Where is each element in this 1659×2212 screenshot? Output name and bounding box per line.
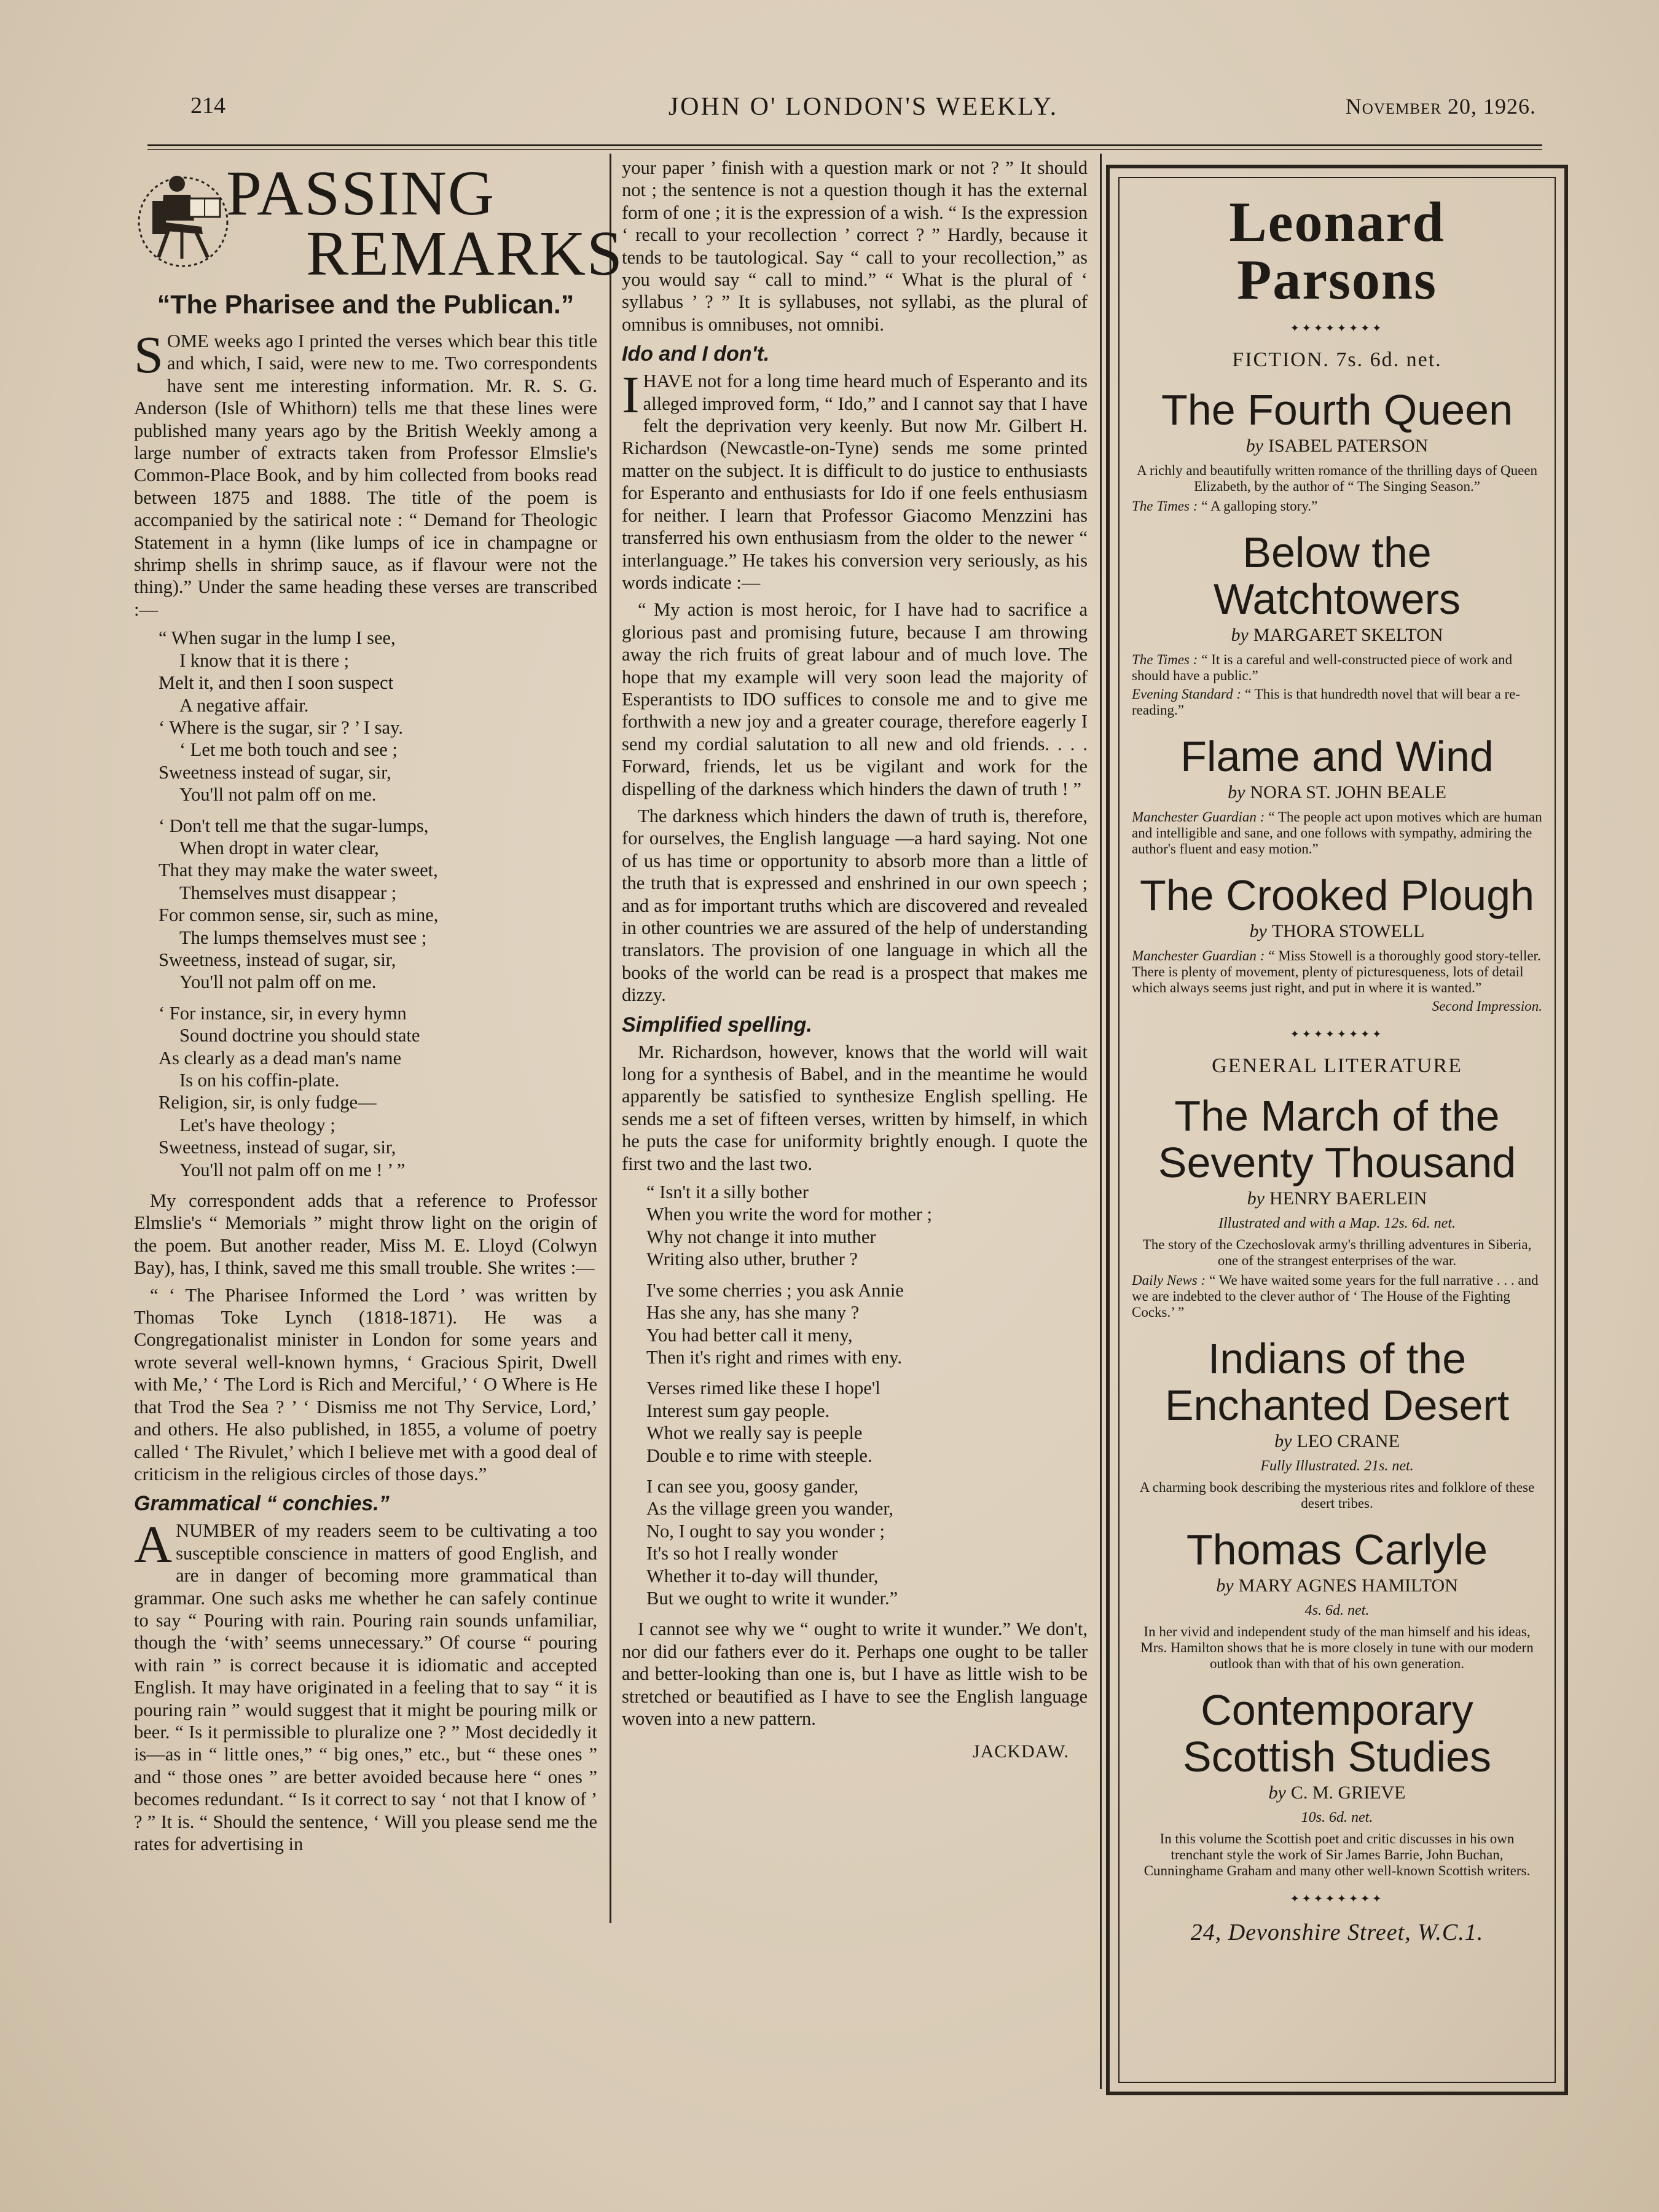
book-author: MARY AGNES HAMILTON: [1238, 1575, 1458, 1596]
general-list: [1122, 1092, 1552, 1879]
masthead-remarks: REMARKS: [306, 218, 624, 289]
poem-line: When you write the word for mother ;: [646, 1204, 932, 1225]
by-label: by: [1268, 1783, 1286, 1803]
poem: [646, 1181, 1088, 1609]
poem-line: “ When sugar in the lump I see,: [159, 627, 396, 649]
poem-line: Sweetness, instead of sugar, sir,: [159, 949, 396, 970]
publisher-address: 24, Devonshire Street, W.C.1.: [1190, 1920, 1484, 1945]
book-title: Indians of the Enchanted Desert: [1164, 1335, 1510, 1429]
book-description: The story of the Czechoslovak army's thrilling adventures in Siberia, one of the strangest enterprises of the war.: [1142, 1237, 1532, 1268]
book-entry: [1122, 1335, 1552, 1512]
ornament: ✦✦✦✦✦✦✦✦: [1290, 322, 1384, 334]
paragraph: your paper ’ finish with a question mark or not ? ” It should not ; the sentence is not a question though it has the external form of one ; it is the expression of a wish. “ Is the expression ‘ recall to your recollection ’ correct ? ” Hardly, because it tends to be tautological. Say “ call to your recollection,” as you would say “ call to mind.” “ What is the plural of ‘ syllabus ’ ? ” It is syllabuses, not syllabi, as the plural of omnibus is omnibuses, not omnibi.: [622, 157, 1088, 335]
book-author: NORA ST. JOHN BEALE: [1250, 782, 1446, 802]
book-entry: [1122, 1687, 1552, 1879]
fiction-list: [1122, 386, 1552, 1014]
ad-content: [1122, 190, 1552, 1946]
paragraph: ANUMBER of my readers seem to be cultivating a too susceptible conscience in matters of good English, and are in danger of becoming more grammatical than grammar. One such asks me whether he can safely continue to say “ Pouring with rain. Pouring rain sounds unfamiliar, though the ‘with’ seems unnecessary.” Of course “ pouring with rain ” is correct because it is idiomatic and accepted English. It may have originated in a feeling that to say “ it is pouring rain ” would suggest that it might be pouring milk or beer. “ Is it permissible to pluralize one ? ” Most decidedly it is—as in “ little ones,” “ big ones,” etc., but “ these ones ” and “ those ones ” are better avoided because here “ ones ” becomes redundant. “ Is it correct to say ‘ not that I know of ’ ? ” It is. “ Should the sentence, ‘ Will you please send me the rates for advertising in: [134, 1515, 597, 1854]
book-entry: [1122, 386, 1552, 514]
column-one: [134, 157, 624, 1860]
general-literature-label: GENERAL LITERATURE: [1212, 1054, 1462, 1077]
book-description: In this volume the Scottish poet and critic discusses in his own trenchant style the work of Sir James Barrie, John Buchan, Cunninghame Graham and many other well-known Scottish writers.: [1143, 1831, 1531, 1878]
column-divider: [1100, 154, 1102, 2089]
book-entry: [1122, 733, 1552, 857]
poem-line: ‘ Let me both touch and see ;: [179, 739, 398, 761]
book-author: C. M. GRIEVE: [1290, 1783, 1406, 1803]
poem-line: You'll not palm off on me ! ’ ”: [179, 1159, 406, 1180]
poem-line: Let's have theology ;: [179, 1114, 335, 1135]
reader-in-chair-icon: [134, 165, 232, 270]
book-title: Below the Watchtowers: [1214, 528, 1461, 623]
by-label: by: [1247, 1188, 1265, 1209]
poem-line: “ Isn't it a silly bother: [646, 1182, 809, 1203]
poem-line: Whot we really say is peeple: [646, 1422, 863, 1444]
publisher-name: Leonard Parsons: [1229, 190, 1445, 311]
poem-line: Themselves must disappear ;: [179, 882, 397, 903]
poem-line: It's so hot I really wonder: [646, 1543, 838, 1564]
by-label: by: [1228, 782, 1245, 802]
book-title: The Fourth Queen: [1161, 386, 1513, 434]
press-review: [1132, 948, 1542, 996]
paragraph: Mr. Richardson, however, knows that the world will wait long for a synthesis of Babel, and in the meantime he would apparently be satisfied to synthesize English spelling. He sends me a set of fifteen verses, written by himself, in which he puts the case for uniformity brightly enough. I quote the first two and the last two.: [622, 1041, 1088, 1174]
book-description: In her vivid and independent study of the man himself and his ideas, Mrs. Hamilton shows that he is more closely in tune with our modern outlook than with that of his own generation.: [1140, 1624, 1534, 1671]
poem-line: Is on his coffin-plate.: [179, 1070, 340, 1091]
poem-stanza: [646, 1475, 1088, 1609]
poem-line: You had better call it meny,: [646, 1324, 853, 1346]
book-price: Illustrated and with a Map. 12s. 6d. net.: [1218, 1215, 1456, 1231]
book-author-line: [1122, 1575, 1552, 1596]
quoted-paragraph: “ My action is most heroic, for I have had to sacrifice a glorious past and promising future, because I am throwing away the rich fruits of great labour and of much love. The hope that my example will very soon lead the majority of Esperantists to IDO suffices to console me and to give me forthwith a new joy and a greater courage, therefore eagerly I send my cordial salutation to all new and old friends. . . . Forward, friends, let us be vigilant and work for the dispelling of the darkness which hinders the dawn of truth ! ”: [622, 599, 1088, 799]
poem-line: You'll not palm off on me.: [179, 784, 377, 806]
section-heading: Grammatical “ conchies.”: [134, 1492, 390, 1516]
by-label: by: [1249, 921, 1267, 941]
book-author: LEO CRANE: [1296, 1431, 1400, 1451]
book-price: Fully Illustrated. 21s. net.: [1260, 1458, 1414, 1474]
book-description: A charming book describing the mysterious rites and folklore of these desert tribes.: [1139, 1480, 1535, 1511]
poem-line: As the village green you wander,: [646, 1498, 893, 1520]
poem-stanza: [646, 1279, 1088, 1369]
poem-stanza: [646, 1377, 1088, 1467]
page-number: 214: [190, 93, 226, 119]
poem-line: Has she any, has she many ?: [646, 1302, 860, 1324]
book-entry: [1122, 1526, 1552, 1672]
column-two: [622, 157, 1088, 1763]
press-review: [1132, 1273, 1542, 1320]
poem-line: That they may make the water sweet,: [159, 860, 438, 881]
book-description: A richly and beautifully written romance of the thrilling days of Queen Elizabeth, by the author of “ The Singing Season.”: [1136, 463, 1538, 494]
poem-line: ‘ Don't tell me that the sugar-lumps,: [159, 815, 429, 836]
press-review: [1132, 809, 1542, 857]
running-header: [190, 92, 1536, 135]
book-entry: [1122, 1092, 1552, 1320]
poem-line: Why not change it into muther: [646, 1226, 876, 1247]
book-author: MARGARET SKELTON: [1253, 625, 1443, 645]
ornament: ✦✦✦✦✦✦✦✦: [1290, 1892, 1384, 1905]
header-rule: [147, 144, 1542, 146]
paragraph: My correspondent adds that a reference to Professor Elmslie's “ Memorials ” might throw light on the origin of the poem. But another reader, Miss M. E. Lloyd (Colwyn Bay), has, I think, saved me this small trouble. She writes :—: [134, 1190, 597, 1279]
book-entry: [1122, 529, 1552, 718]
publication-title: JOHN O' LONDON'S WEEKLY.: [668, 93, 1059, 121]
poem-line: Verses rimed like these I hope'l: [646, 1378, 880, 1399]
review-source: The Times :: [1132, 652, 1198, 667]
review-text: “ It is a careful and well-constructed piece of work and should have a public.”: [1132, 652, 1513, 683]
poem-line: ‘ For instance, sir, in every hymn: [159, 1002, 407, 1024]
press-review: [1132, 498, 1542, 514]
passing-remarks-masthead: [134, 157, 624, 289]
poem-line: Double e to rime with steeple.: [646, 1445, 873, 1466]
poem: [159, 627, 597, 1181]
review-text: “ Miss Stowell is a thoroughly good story-teller. There is plenty of movement, plenty of picturesqueness, lots of detail which always seems just right, and put in where it is wanted.”: [1132, 948, 1541, 995]
poem-line: ‘ Where is the sugar, sir ? ’ I say.: [159, 716, 403, 738]
poem-line: When dropt in water clear,: [179, 837, 379, 858]
paragraph: SOME weeks ago I printed the verses which bear this title and which, I said, were new to me. Two correspondents have sent me interesting information. Mr. R. S. G. Anderson (Isle of Whithorn) tells me that these lines were published many years ago by the British Weekly among a large number of extracts taken from Professor Elmslie's Common-Place Book, and by him collected from books read between 1875 and 1888. The title of the poem is accompanied by the satirical note : “ Demand for Theologic Statement in a hymn (like lumps of ice in champagne or shrimp shells in shrimp sauce, as if flavour were not the thing).” Under the same heading these verses are transcribed :—: [134, 325, 597, 620]
review-text: “ A galloping story.”: [1201, 498, 1318, 514]
book-author-line: [1122, 782, 1552, 803]
poem-stanza: [646, 1181, 1088, 1271]
poem-stanza: [159, 627, 597, 806]
impression-note: Second Impression.: [1432, 998, 1542, 1014]
book-author-line: [1122, 921, 1552, 942]
header-rule-thin: [147, 149, 1542, 150]
publisher-advertisement: [1106, 165, 1568, 2095]
poem-line: For common sense, sir, such as mine,: [159, 904, 439, 926]
section-subhead: “The Pharisee and the Publican.”: [157, 290, 575, 320]
review-source: Daily News :: [1132, 1273, 1206, 1288]
book-author-line: [1122, 1431, 1552, 1452]
poem-line: Then it's right and rimes with eny.: [646, 1346, 903, 1368]
book-author: HENRY BAERLEIN: [1269, 1188, 1427, 1209]
issue-date: November 20, 1926.: [1345, 94, 1536, 119]
book-author-line: [1122, 1783, 1552, 1803]
by-label: by: [1245, 436, 1263, 456]
poem-stanza: [159, 815, 597, 994]
poem-line: Whether it to-day will thunder,: [646, 1565, 879, 1586]
poem-line: Melt it, and then I soon suspect: [159, 672, 394, 694]
poem-line: Sweetness, instead of sugar, sir,: [159, 1137, 396, 1158]
ornament: ✦✦✦✦✦✦✦✦: [1290, 1028, 1384, 1040]
review-text: “ This is that hundredth novel that will bear a re-reading.”: [1132, 686, 1520, 718]
paragraph: The darkness which hinders the dawn of truth is, therefore, for ourselves, the English language —a hard saying. Not one of us has time or opportunity to absorb more than a little of the truth that is expressed and enshrined in our own speech ; and as for important truths which are discovered and revealed in other countries we are assured of the help of understanding translators. The provision of one language in which all the books of the world can be read is a prospect that makes me dizzy.: [622, 805, 1088, 1006]
press-review: [1132, 652, 1542, 684]
book-author-line: [1122, 1188, 1552, 1209]
review-source: The Times :: [1132, 498, 1198, 514]
book-price: 10s. 6d. net.: [1301, 1810, 1373, 1826]
poem-line: Sound doctrine you should state: [179, 1025, 420, 1046]
masthead-passing: PASSING: [226, 158, 495, 229]
by-label: by: [1231, 625, 1249, 645]
book-entry: [1122, 872, 1552, 1014]
poem-line: Religion, sir, is only fudge—: [159, 1092, 377, 1113]
poem-line: As clearly as a dead man's name: [159, 1047, 402, 1069]
by-label: by: [1274, 1431, 1292, 1451]
by-label: by: [1216, 1575, 1234, 1596]
poem-stanza: [159, 1002, 597, 1181]
section-heading: Ido and I don't.: [622, 342, 770, 366]
book-title: The March of the Seventy Thousand: [1158, 1092, 1516, 1186]
section-heading: Simplified spelling.: [622, 1013, 812, 1037]
poem-line: Writing also uther, bruther ?: [646, 1249, 858, 1270]
book-title: Contemporary Scottish Studies: [1183, 1686, 1491, 1781]
book-title: The Crooked Plough: [1139, 871, 1535, 919]
poem-line: I've some cherries ; you ask Annie: [646, 1279, 904, 1301]
poem-line: I know that it is there ;: [179, 649, 350, 671]
poem-line: Interest sum gay people.: [646, 1400, 830, 1421]
paragraph: “ ‘ The Pharisee Informed the Lord ’ was written by Thomas Toke Lynch (1818-1871). He was a Congregationalist minister in London for some years and wrote several well-known hymns, ‘ Gracious Spirit, Dwell with Me,’ ‘ The Lord is Rich and Merciful,’ ‘ O Where is He that Trod the Sea ? ’ ‘ Dismiss me not Thy Service, Lord,’ and others. He also published, in 1855, a volume of poetry called ‘ The Rivulet,’ which I believe met with a good deal of criticism in the religious circles of those days.”: [134, 1284, 597, 1484]
book-title: Thomas Carlyle: [1186, 1526, 1488, 1574]
review-source: Manchester Guardian :: [1132, 948, 1265, 963]
fiction-label: FICTION. 7s. 6d. net.: [1232, 348, 1442, 371]
press-review: [1132, 686, 1542, 718]
poem-line: The lumps themselves must see ;: [179, 927, 427, 948]
review-source: Evening Standard :: [1132, 686, 1242, 702]
poem-line: But we ought to write it wunder.”: [646, 1587, 898, 1609]
poem-line: Sweetness instead of sugar, sir,: [159, 761, 391, 783]
review-text: “ We have waited some years for the full narrative . . . and we are indebted to the clever author of ‘ The House of the Fighting Cocks.’ ”: [1132, 1273, 1539, 1320]
poem-line: A negative affair.: [179, 694, 309, 716]
poem-line: You'll not palm off on me.: [179, 971, 377, 993]
review-text: “ The people act upon motives which are human and intelligible and sane, and one follows with sympathy, admiring the author's fluent and easy motion.”: [1132, 809, 1542, 857]
column-divider: [610, 154, 611, 1923]
review-source: Manchester Guardian :: [1132, 809, 1265, 825]
book-author-line: [1122, 436, 1552, 457]
book-author-line: [1122, 625, 1552, 646]
book-author: THORA STOWELL: [1271, 921, 1425, 941]
paragraph: I cannot see why we “ ought to write it wunder.” We don't, nor did our fathers ever do it. Perhaps one ought to be taller and better-looking than one is, but I have as little wish to be stretched or beautified as I have to see the English language woven into a new pattern.: [622, 1618, 1088, 1729]
book-title: Flame and Wind: [1180, 732, 1494, 780]
paragraph: IHAVE not for a long time heard much of Esperanto and its alleged improved form, “ Ido,” and I cannot say that I have felt the deprivation very keenly. But now Mr. Gilbert H. Richardson (Newcastle-on-Tyne) sends me some printed matter on the subject. It is difficult to do justice to enthusiasts for Esperanto and enthusiasts for Ido if one feels enthusiasm for neither. I learn that Professor Giacomo Menzzini has transferred his own enthusiasm from the older to the newer “ interlanguage.” He takes his conversion very seriously, as his words indicate :—: [622, 365, 1088, 593]
poem-line: I can see you, goosy gander,: [646, 1475, 859, 1497]
poem-line: No, I ought to say you wonder ;: [646, 1520, 885, 1542]
signature: JACKDAW.: [972, 1741, 1069, 1762]
book-author: ISABEL PATERSON: [1268, 436, 1429, 456]
book-price: 4s. 6d. net.: [1304, 1602, 1370, 1618]
